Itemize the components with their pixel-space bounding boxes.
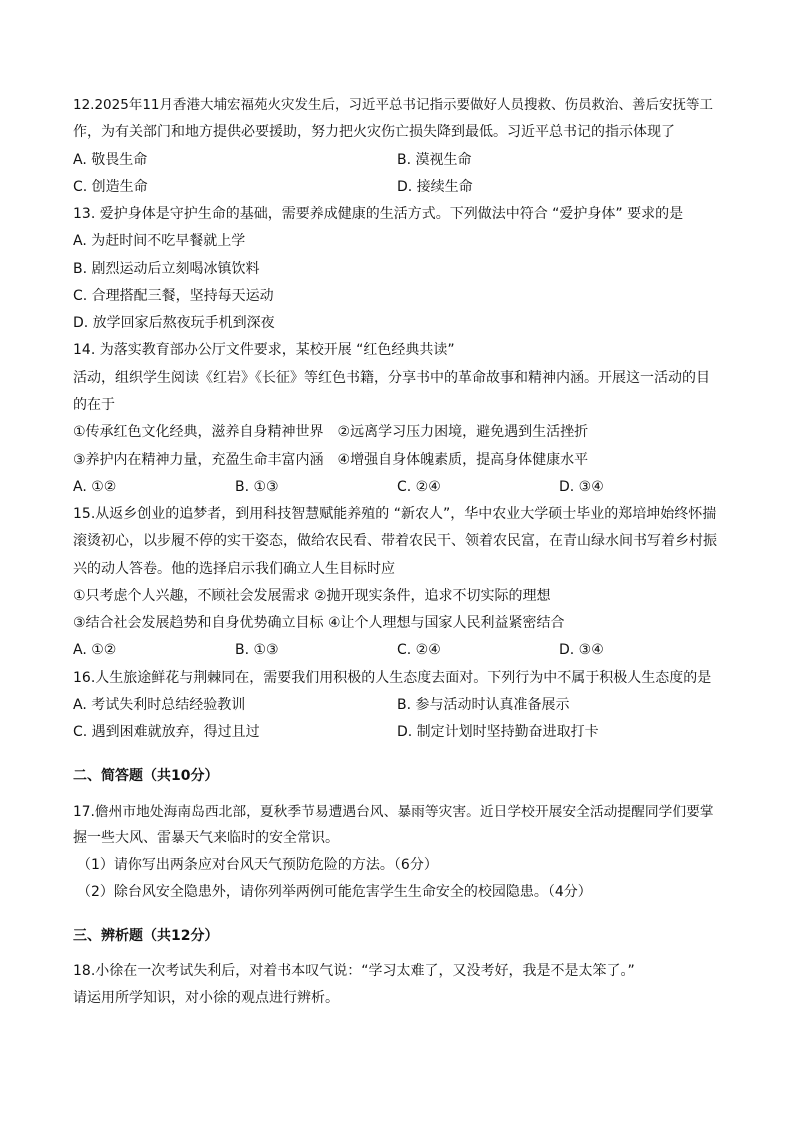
q16-option-a: A. 考试失利时总结经验教训	[73, 697, 246, 713]
q17-stem-line1: 17.儋州市地处海南岛西北部，夏秋季节易遭遇台风、暴雨等灾害。近日学校开展安全活动提醒同学们要掌	[73, 804, 714, 820]
q14-choice-line2: ③养护内在精神力量，充盈生命丰富内涵 ④增强自身体魄素质，提高身体健康水平	[73, 452, 589, 468]
section3-heading: 三、辨析题（共12分）	[73, 928, 219, 944]
q14-option-b: B. ①③	[235, 479, 279, 495]
q15-stem-line1: 15.从返乡创业的追梦者，到用科技智慧赋能养殖的 “新农人”，华中农业大学硕士毕业的郑培坤始终怀揣	[73, 506, 717, 522]
q12-stem-line1: 12.2025年11月香港大埔宏福苑火灾发生后，习近平总书记指示要做好人员搜救、伤员救治、善后安抚等工	[73, 97, 714, 113]
q15-option-d: D. ③④	[559, 642, 604, 658]
q14-option-c: C. ②④	[397, 479, 441, 495]
q17-subquestion-1: （1）请你写出两条应对台风天气预防危险的方法。（6分）	[77, 857, 438, 873]
q14-option-d: D. ③④	[559, 479, 604, 495]
q14-choice-line1: ①传承红色文化经典，滋养自身精神世界 ②远离学习压力困境，避免遇到生活挫折	[73, 424, 589, 440]
q16-option-c: C. 遇到困难就放弃，得过且过	[73, 724, 260, 740]
q13-option-b: B. 剧烈运动后立刻喝冰镇饮料	[73, 261, 260, 277]
q13-option-d: D. 放学回家后熬夜玩手机到深夜	[73, 315, 275, 331]
q14-stem-line1: 14. 为落实教育部办公厅文件要求，某校开展 “红色经典共读”	[73, 342, 455, 358]
q15-stem-line3: 兴的动人答卷。他的选择启示我们确立人生目标时应	[73, 561, 395, 577]
q16-option-b: B. 参与活动时认真准备展示	[397, 697, 570, 713]
q15-option-a: A. ①②	[73, 642, 117, 658]
q15-choice-line1: ①只考虑个人兴趣，不顾社会发展需求 ②抛开现实条件，追求不切实际的理想	[73, 588, 551, 604]
q12-option-b: B. 漠视生命	[397, 152, 472, 168]
q16-option-d: D. 制定计划时坚持勤奋进取打卡	[397, 724, 599, 740]
q13-option-a: A. 为赶时间不吃早餐就上学	[73, 233, 246, 249]
q13-option-c: C. 合理搭配三餐，坚持每天运动	[73, 288, 274, 304]
q18-stem-line2: 请运用所学知识，对小徐的观点进行辨析。	[73, 990, 339, 1006]
section2-heading: 二、简答题（共10分）	[73, 768, 219, 784]
q16-stem: 16.人生旅途鲜花与荆棘同在，需要我们用积极的人生态度去面对。下列行为中不属于积极人生态度的是	[73, 670, 712, 686]
q15-stem-line2: 滚烫初心，以步履不停的实干姿态，做给农民看、带着农民干、领着农民富，在青山绿水间书写着乡村振	[73, 533, 717, 549]
q12-option-c: C. 创造生命	[73, 179, 148, 195]
q12-option-d: D. 接续生命	[397, 179, 473, 195]
q14-stem-line2: 活动，组织学生阅读《红岩》《长征》等红色书籍，分享书中的革命故事和精神内涵。开展这一活动的目	[73, 370, 710, 386]
q13-stem: 13. 爱护身体是守护生命的基础，需要养成健康的生活方式。下列做法中符合 “爱护身体” 要求的是	[73, 206, 684, 222]
q15-option-b: B. ①③	[235, 642, 279, 658]
q14-option-a: A. ①②	[73, 479, 117, 495]
q18-stem-line1: 18.小徐在一次考试失利后，对着书本叹气说：“学习太难了，又没考好，我是不是太笨了。”	[73, 963, 635, 979]
q14-stem-line3: 的在于	[73, 397, 115, 413]
q15-choice-line2: ③结合社会发展趋势和自身优势确立目标 ④让个人理想与国家人民利益紧密结合	[73, 615, 565, 631]
q17-stem-line2: 握一些大风、雷暴天气来临时的安全常识。	[73, 830, 339, 846]
q15-option-c: C. ②④	[397, 642, 441, 658]
q12-option-a: A. 敬畏生命	[73, 152, 148, 168]
q17-subquestion-2: （2）除台风安全隐患外，请你列举两例可能危害学生生命安全的校园隐患。（4分）	[77, 884, 592, 900]
q12-stem-line2: 作，为有关部门和地方提供必要援助，努力把火灾伤亡损失降到最低。习近平总书记的指示体现了	[73, 124, 675, 140]
